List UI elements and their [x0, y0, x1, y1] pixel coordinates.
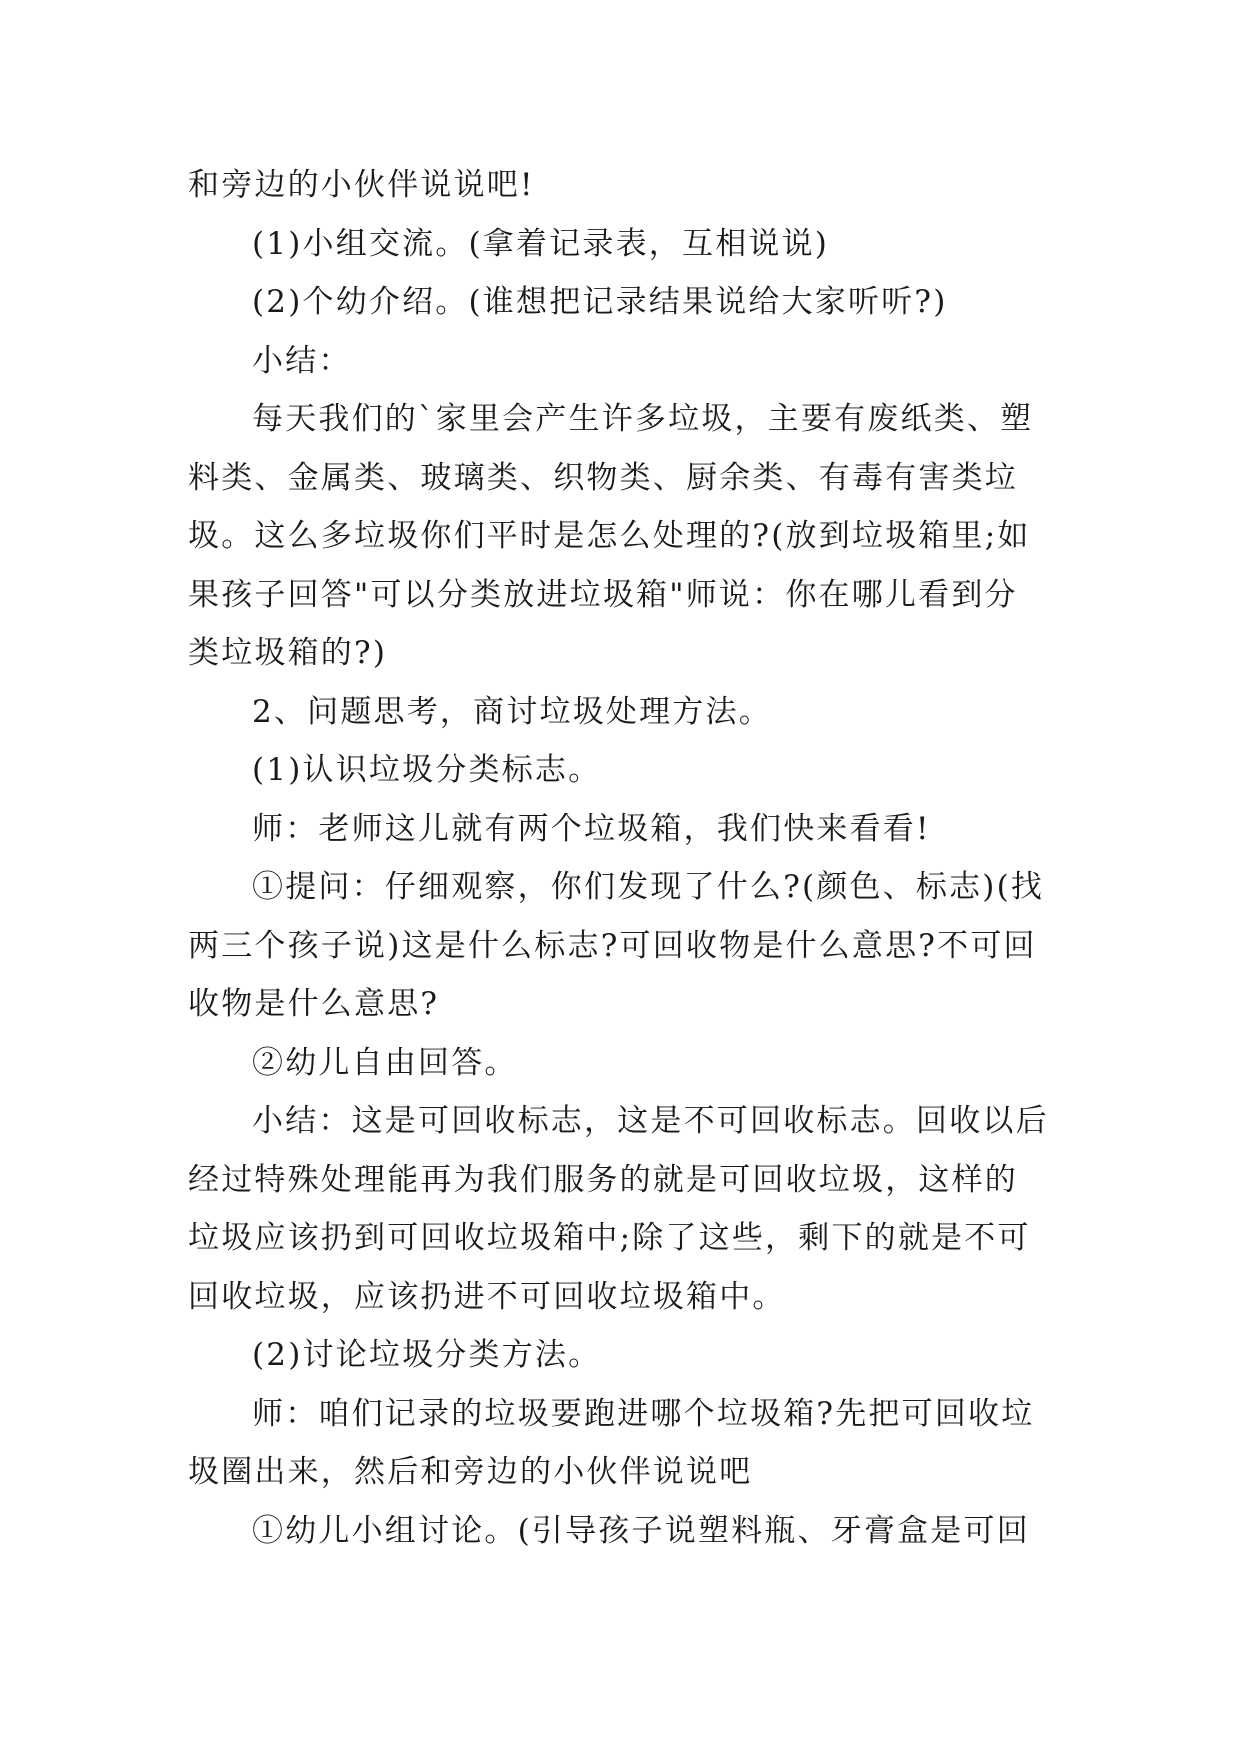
- paragraph: ①幼儿小组讨论。(引导孩子说塑料瓶、牙膏盒是可回: [252, 1512, 1030, 1549]
- paragraph: 每天我们的`家里会产生许多垃圾，主要有废纸类、塑料类、金属类、玻璃类、织物类、厨余类、有毒有害类垃圾。这么多垃圾你们平时是怎么处理的?(放到垃圾箱里;如果孩子回答"可以分类放进垃圾箱"师说：你在哪儿看到分类垃圾箱的?): [188, 401, 1034, 671]
- paragraph: 小结：这是可回收标志，这是不可回收标志。回收以后经过特殊处理能再为我们服务的就是可回收垃圾，这样的垃圾应该扔到可回收垃圾箱中;除了这些，剩下的就是不可回收垃圾，应该扔进不可回收垃圾箱中。: [188, 1103, 1049, 1315]
- paragraph: ①提问：仔细观察，你们发现了什么?(颜色、标志)(找两三个孩子说)这是什么标志?可回收物是什么意思?不可回收物是什么意思?: [188, 869, 1045, 1022]
- paragraph: (2)个幼介绍。(谁想把记录结果说给大家听听?): [252, 284, 948, 320]
- document-body: [188, 156, 1050, 1560]
- paragraph: 2、问题思考，商讨垃圾处理方法。: [252, 693, 772, 730]
- paragraph: ②幼儿自由回答。: [252, 1044, 518, 1081]
- paragraph: 师：老师这儿就有两个垃圾箱，我们快来看看!: [252, 810, 931, 847]
- paragraph: (1)认识垃圾分类标志。: [252, 752, 602, 788]
- paragraph: 和旁边的小伙伴说说吧!: [188, 167, 535, 203]
- paragraph: 师：咱们记录的垃圾要跑进哪个垃圾箱?先把可回收垃圾圈出来，然后和旁边的小伙伴说说吧: [188, 1395, 1035, 1490]
- paragraph: 小结：: [252, 342, 352, 379]
- paragraph: (1)小组交流。(拿着记录表，互相说说): [252, 225, 830, 262]
- paragraph: (2)讨论垃圾分类方法。: [252, 1337, 602, 1373]
